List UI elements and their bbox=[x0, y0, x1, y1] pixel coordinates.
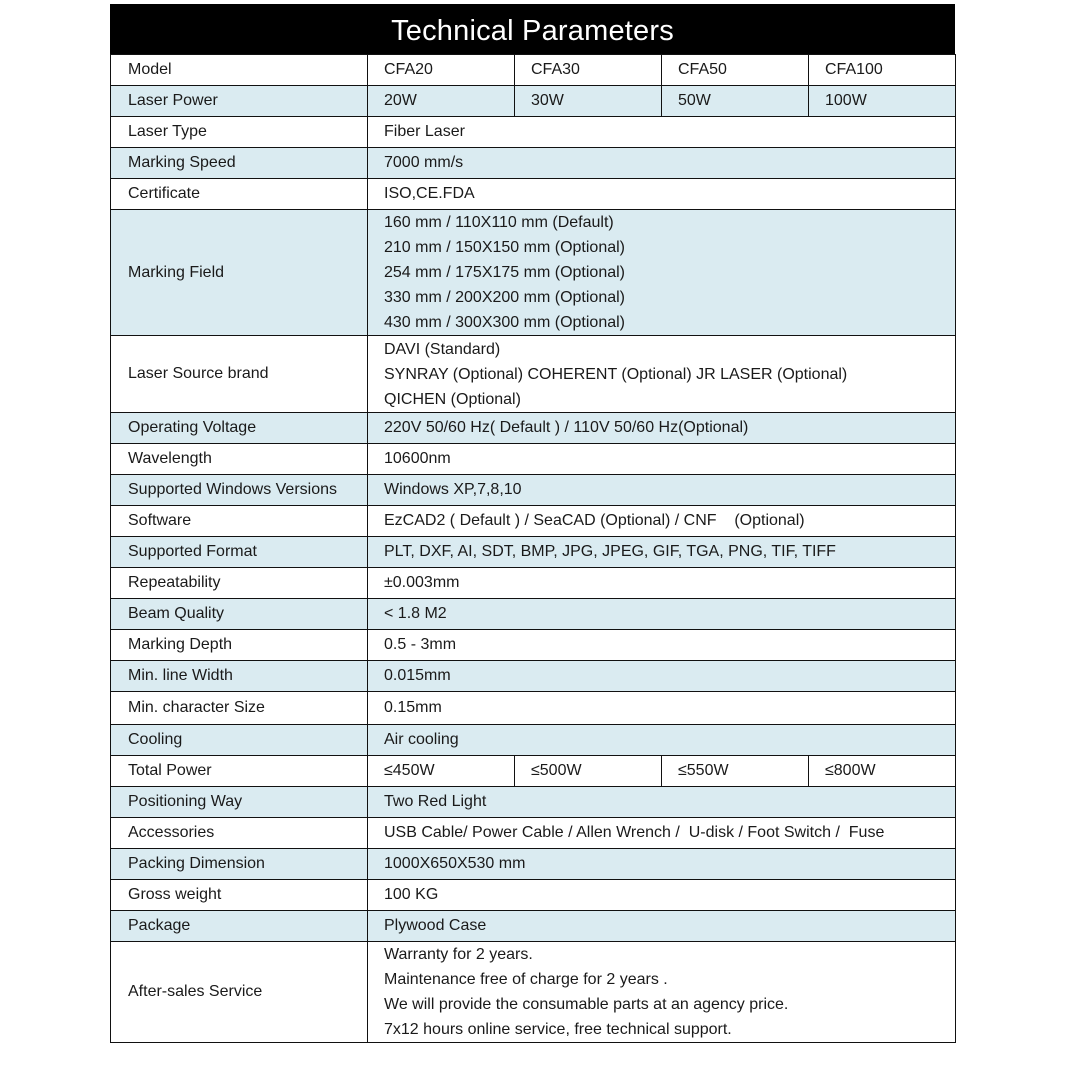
model-cfa50: CFA50 bbox=[662, 55, 809, 86]
table-row-laser-source-brand bbox=[111, 336, 956, 413]
table-row-windows-versions bbox=[111, 475, 956, 506]
table-row-min-character-size bbox=[111, 692, 956, 725]
table-row-beam-quality bbox=[111, 599, 956, 630]
laser-source-option: DAVI (Standard) bbox=[384, 340, 501, 358]
marking-field-option: 430 mm / 300X300 mm (Optional) bbox=[384, 314, 625, 331]
row-label: After-sales Service bbox=[111, 942, 368, 1043]
row-label: Marking Depth bbox=[111, 630, 368, 661]
table-row-supported-format bbox=[111, 537, 956, 568]
row-label: Supported Windows Versions bbox=[111, 475, 368, 506]
table-row-laser-type bbox=[111, 117, 956, 148]
marking-field-option: 330 mm / 200X200 mm (Optional) bbox=[384, 289, 625, 306]
row-value: PLT, DXF, AI, SDT, BMP, JPG, JPEG, GIF, TGA, PNG, TIF, TIFF bbox=[368, 537, 956, 568]
row-label: Laser Source brand bbox=[111, 336, 368, 413]
row-label: Beam Quality bbox=[111, 599, 368, 630]
row-label: Package bbox=[111, 911, 368, 942]
row-label: Operating Voltage bbox=[111, 413, 368, 444]
table-row-operating-voltage bbox=[111, 413, 956, 444]
row-value: EzCAD2 ( Default ) / SeaCAD (Optional) / CNF (Optional) bbox=[368, 506, 956, 537]
table-row-model bbox=[111, 55, 956, 86]
row-value: ISO,CE.FDA bbox=[368, 179, 956, 210]
row-label: Positioning Way bbox=[111, 787, 368, 818]
total-power-cfa50: ≤550W bbox=[662, 756, 809, 787]
row-value bbox=[368, 210, 956, 336]
table-row-marking-field bbox=[111, 210, 956, 336]
row-value: 220V 50/60 Hz( Default ) / 110V 50/60 Hz(Optional) bbox=[368, 413, 956, 444]
row-label: Cooling bbox=[111, 725, 368, 756]
table-row-laser-power bbox=[111, 86, 956, 117]
total-power-cfa30: ≤500W bbox=[515, 756, 662, 787]
page-title: Technical Parameters bbox=[110, 4, 955, 54]
row-value: 0.15mm bbox=[368, 692, 956, 725]
row-label: Model bbox=[111, 55, 368, 86]
table-row-repeatability bbox=[111, 568, 956, 599]
model-cfa30: CFA30 bbox=[515, 55, 662, 86]
row-label: Laser Type bbox=[111, 117, 368, 148]
row-value: Air cooling bbox=[368, 725, 956, 756]
spec-table bbox=[110, 54, 956, 1043]
row-label: Min. line Width bbox=[111, 661, 368, 692]
laser-source-option: QICHEN (Optional) bbox=[384, 390, 521, 408]
row-label: Gross weight bbox=[111, 880, 368, 911]
table-row-package bbox=[111, 911, 956, 942]
row-value: < 1.8 M2 bbox=[368, 599, 956, 630]
row-label: Laser Power bbox=[111, 86, 368, 117]
table-row-marking-speed bbox=[111, 148, 956, 179]
row-value: 100 KG bbox=[368, 880, 956, 911]
after-sales-item: Maintenance free of charge for 2 years . bbox=[384, 971, 668, 988]
laser-source-option: SYNRAY (Optional) COHERENT (Optional) JR LASER (Optional) bbox=[384, 365, 848, 383]
table-row-gross-weight bbox=[111, 880, 956, 911]
table-row-cooling bbox=[111, 725, 956, 756]
table-row-accessories bbox=[111, 818, 956, 849]
table-row-marking-depth bbox=[111, 630, 956, 661]
row-label: Software bbox=[111, 506, 368, 537]
row-label: Marking Speed bbox=[111, 148, 368, 179]
row-value: Plywood Case bbox=[368, 911, 956, 942]
table-row-packing-dimension bbox=[111, 849, 956, 880]
laser-power-cfa100: 100W bbox=[809, 86, 956, 117]
row-value bbox=[368, 942, 956, 1043]
row-label: Repeatability bbox=[111, 568, 368, 599]
row-label: Supported Format bbox=[111, 537, 368, 568]
after-sales-item: We will provide the consumable parts at an agency price. bbox=[384, 996, 789, 1013]
technical-parameters-sheet bbox=[110, 4, 955, 1043]
marking-field-option: 254 mm / 175X175 mm (Optional) bbox=[384, 264, 625, 281]
table-row-certificate bbox=[111, 179, 956, 210]
row-value: Fiber Laser bbox=[368, 117, 956, 148]
table-row-software bbox=[111, 506, 956, 537]
laser-power-cfa50: 50W bbox=[662, 86, 809, 117]
row-label: Accessories bbox=[111, 818, 368, 849]
row-value: 7000 mm/s bbox=[368, 148, 956, 179]
after-sales-item: 7x12 hours online service, free technical support. bbox=[384, 1021, 732, 1038]
table-row-positioning-way bbox=[111, 787, 956, 818]
after-sales-item: Warranty for 2 years. bbox=[384, 946, 533, 963]
model-cfa100: CFA100 bbox=[809, 55, 956, 86]
total-power-cfa100: ≤800W bbox=[809, 756, 956, 787]
marking-field-option: 210 mm / 150X150 mm (Optional) bbox=[384, 239, 625, 256]
marking-field-option: 160 mm / 110X110 mm (Default) bbox=[384, 214, 614, 231]
table-row-total-power bbox=[111, 756, 956, 787]
table-row-min-line-width bbox=[111, 661, 956, 692]
row-value: 0.5 - 3mm bbox=[368, 630, 956, 661]
table-row-wavelength bbox=[111, 444, 956, 475]
table-row-after-sales-service bbox=[111, 942, 956, 1043]
row-value: Windows XP,7,8,10 bbox=[368, 475, 956, 506]
row-value: 1000X650X530 mm bbox=[368, 849, 956, 880]
row-value: USB Cable/ Power Cable / Allen Wrench / U-disk / Foot Switch / Fuse bbox=[368, 818, 956, 849]
row-label: Min. character Size bbox=[111, 692, 368, 725]
row-value: 0.015mm bbox=[368, 661, 956, 692]
model-cfa20: CFA20 bbox=[368, 55, 515, 86]
row-value bbox=[368, 336, 956, 413]
total-power-cfa20: ≤450W bbox=[368, 756, 515, 787]
row-label: Packing Dimension bbox=[111, 849, 368, 880]
row-value: Two Red Light bbox=[368, 787, 956, 818]
laser-power-cfa30: 30W bbox=[515, 86, 662, 117]
row-label: Total Power bbox=[111, 756, 368, 787]
row-value: ±0.003mm bbox=[368, 568, 956, 599]
laser-power-cfa20: 20W bbox=[368, 86, 515, 117]
row-label: Wavelength bbox=[111, 444, 368, 475]
row-value: 10600nm bbox=[368, 444, 956, 475]
row-label: Certificate bbox=[111, 179, 368, 210]
row-label: Marking Field bbox=[111, 210, 368, 336]
